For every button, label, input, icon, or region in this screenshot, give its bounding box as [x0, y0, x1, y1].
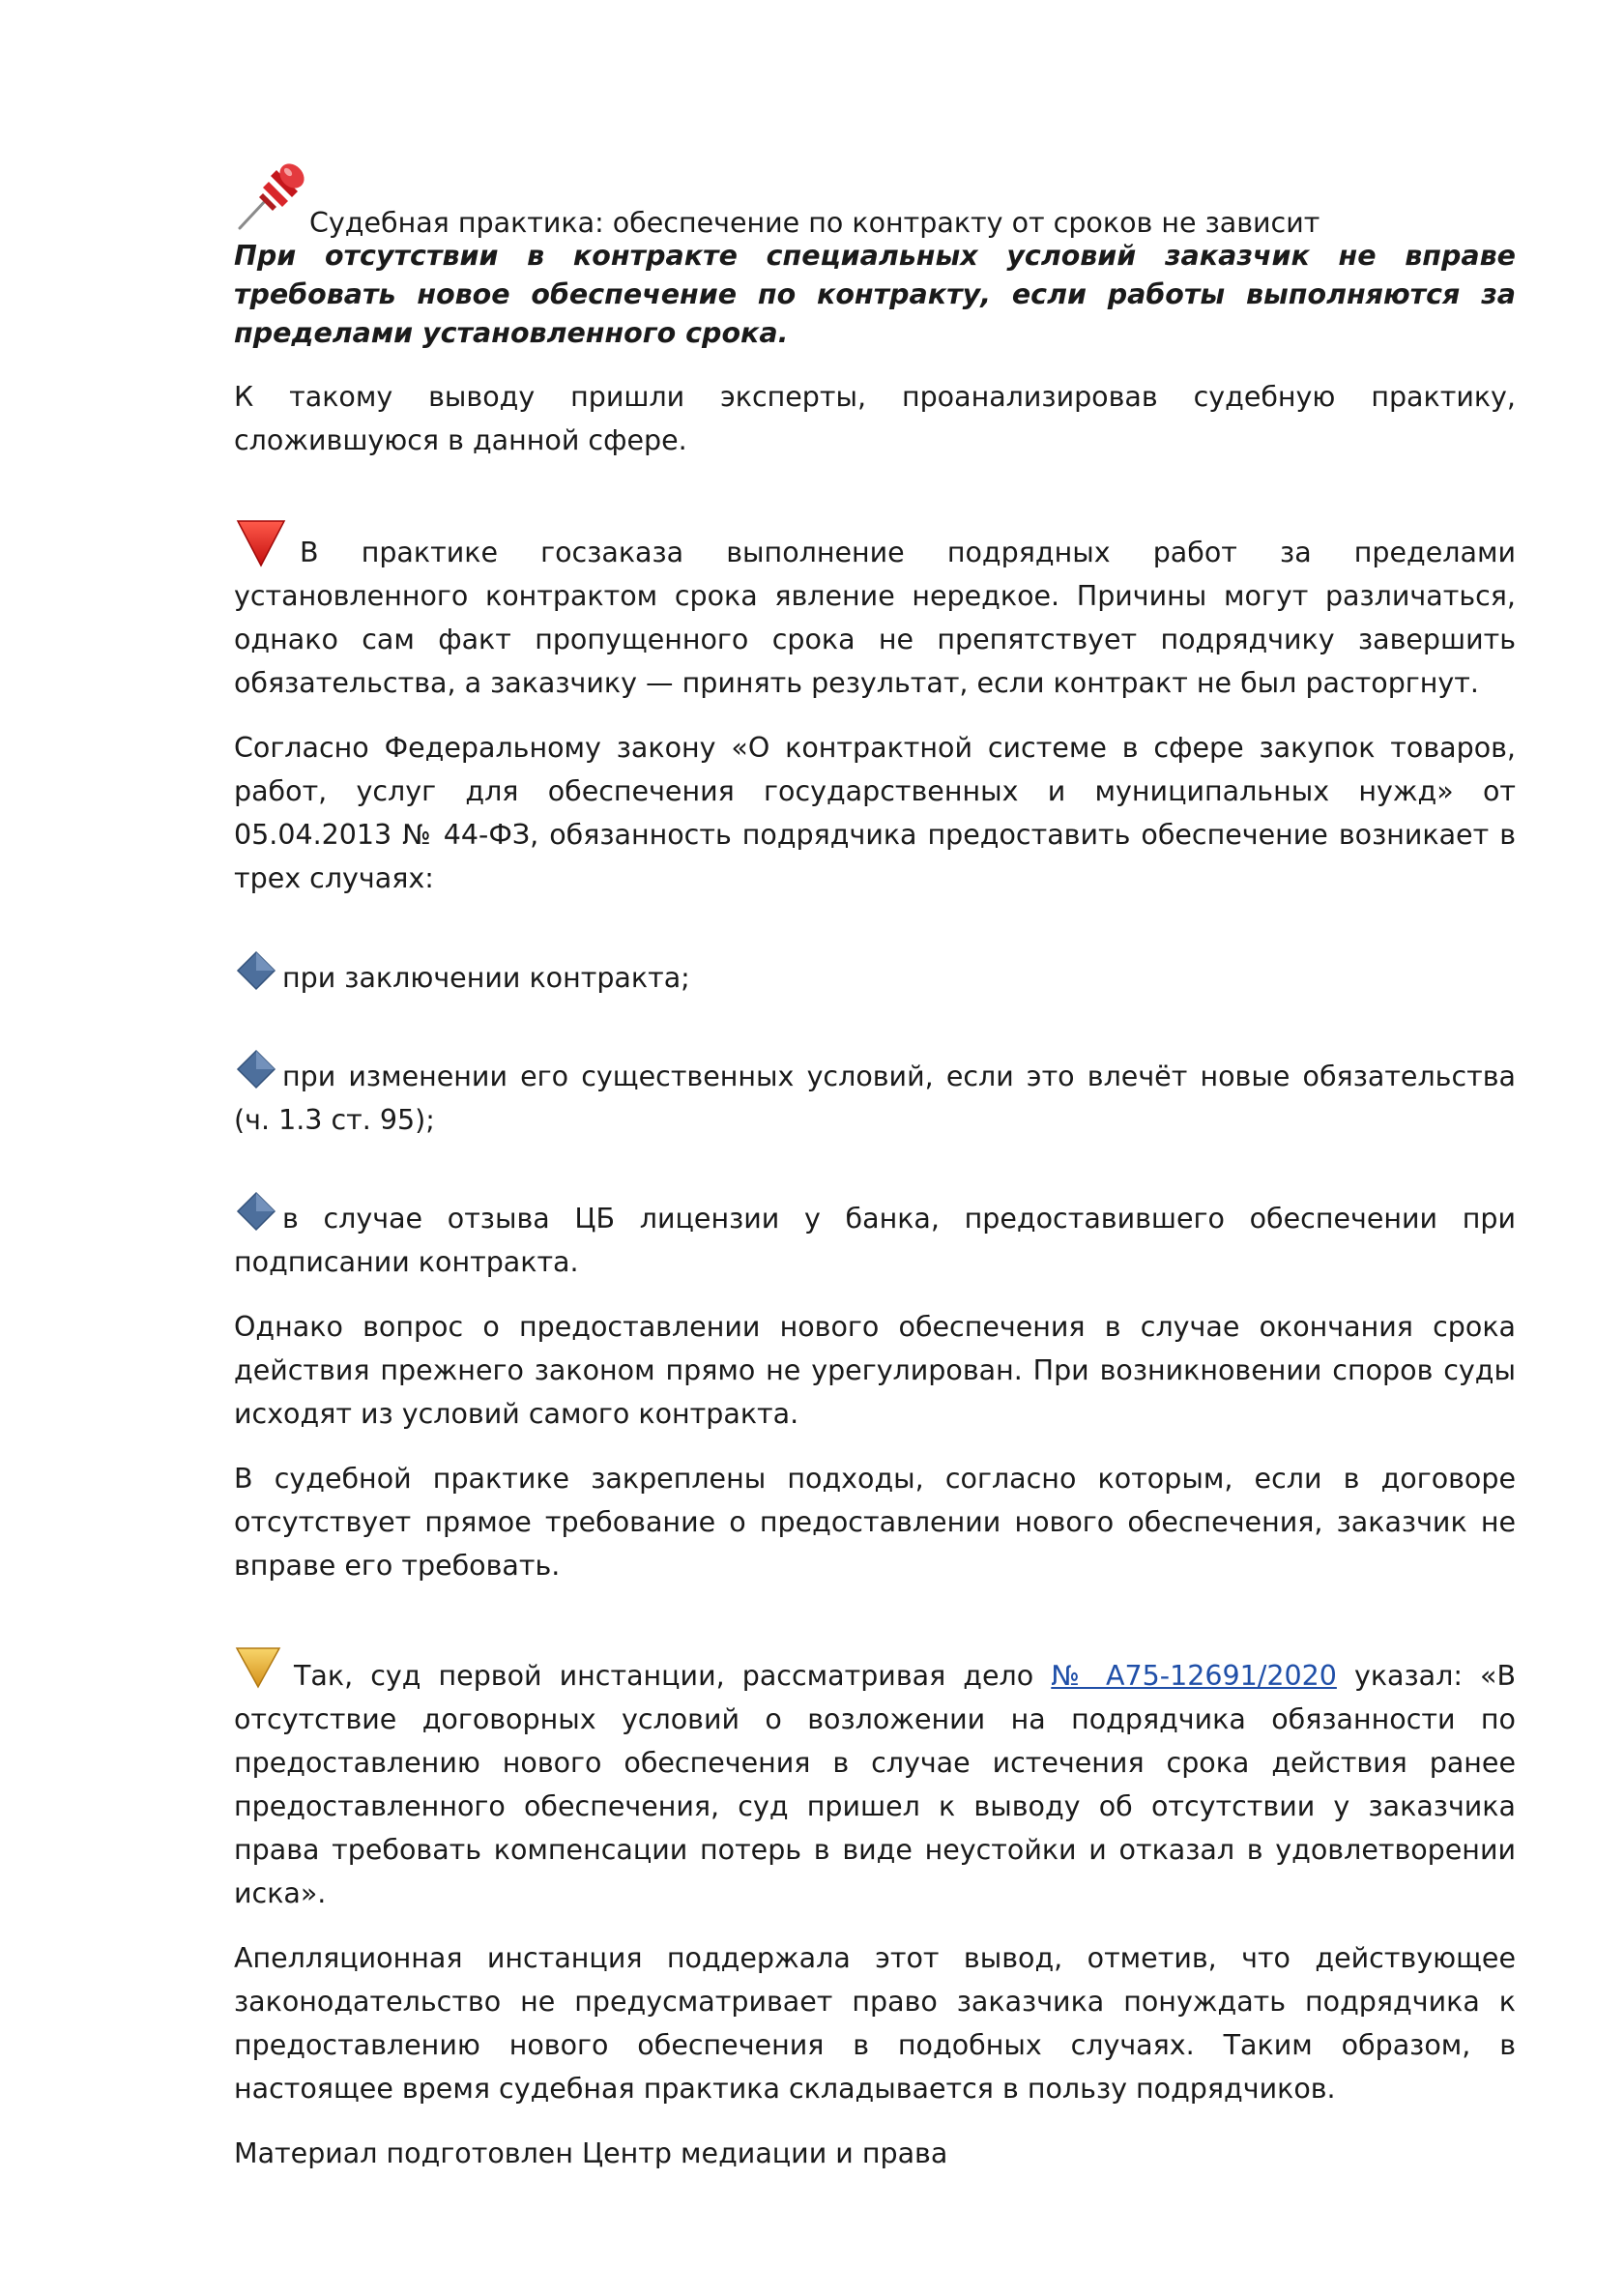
- pushpin-icon: [234, 155, 311, 232]
- red-triangle-icon: [234, 515, 288, 562]
- page-title: Судебная практика: обеспечение по контракту от сроков не зависит: [309, 207, 1320, 239]
- bullet-item: [234, 1183, 1516, 1284]
- case-link[interactable]: № А75-12691/2020: [1051, 1660, 1337, 1692]
- practice-text: В практике госзаказа выполнение подрядных работ за пределами установленного контрактом срока явление нередкое. Причины могут различаться, однако сам факт пропущенного срока не препятствует подрядчику завершить обязательства, а заказчику — принять результат, если контракт не был расторгнут.: [234, 537, 1516, 699]
- blue-diamond-icon: [234, 1183, 278, 1228]
- bullet-item: [234, 1041, 1516, 1142]
- practice-paragraph: [234, 515, 1516, 705]
- law-paragraph: Согласно Федеральному закону «О контрактной системе в сфере закупок товаров, работ, услуг для обеспечения государственных и муниципальных нужд» от 05.04.2013 № 44-ФЗ, обязанность подрядчика предоставить обеспечение возникает в трех случаях:: [234, 732, 1516, 894]
- however-paragraph: Однако вопрос о предоставлении нового обеспечения в случае окончания срока действия прежнего законом прямо не урегулирован. При возникновении споров суды исходят из условий самого контракта.: [234, 1311, 1516, 1430]
- bullet-item: [234, 943, 1516, 1000]
- bullet-text: при заключении контракта;: [282, 962, 690, 994]
- bullet-text: при изменении его существенных условий, если это влечёт новые обязательства (ч. 1.3 ст. 95);: [234, 1061, 1516, 1136]
- blue-diamond-icon: [234, 943, 278, 987]
- blue-diamond-icon: [234, 1041, 278, 1086]
- lead-paragraph: При отсутствии в контракте специальных условий заказчик не вправе требовать новое обеспечение по контракту, если работы выполняются за пределами установленного срока.: [234, 240, 1516, 349]
- bullet-text: в случае отзыва ЦБ лицензии у банка, предоставившего обеспечении при подписании контракта.: [234, 1203, 1516, 1278]
- title-row: [234, 145, 1516, 237]
- court-text-after: указал: «В отсутствие договорных условий о возложении на подрядчика обязанности по предоставлению нового обеспечения в случае истечения срока действия ранее предоставленного обеспечения, суд пришел к выводу об отсутствии у заказчика права требовать компенсации потерь в виде неустойки и отказал в удовлетворении иска».: [234, 1660, 1517, 1909]
- gold-triangle-icon: [234, 1641, 282, 1685]
- court-text-before: Так, суд первой инстанции, рассматривая дело: [294, 1660, 1052, 1692]
- document-page: [234, 145, 1516, 2175]
- approach-paragraph: В судебной практике закреплены подходы, согласно которым, если в договоре отсутствует прямое требование о предоставлении нового обеспечения, заказчик не вправе его требовать.: [234, 1463, 1516, 1582]
- court-paragraph: [234, 1641, 1516, 1915]
- intro-paragraph: К такому выводу пришли эксперты, проанализировав судебную практику, сложившуюся в данной сфере.: [234, 381, 1516, 456]
- footer-credit: Материал подготовлен Центр медиации и права: [234, 2137, 948, 2169]
- appeal-paragraph: Апелляционная инстанция поддержала этот вывод, отметив, что действующее законодательство не предусматривает право заказчика понуждать подрядчика к предоставлению нового обеспечения в подобных случаях. Таким образом, в настоящее время судебная практика складывается в пользу подрядчиков.: [234, 1942, 1516, 2105]
